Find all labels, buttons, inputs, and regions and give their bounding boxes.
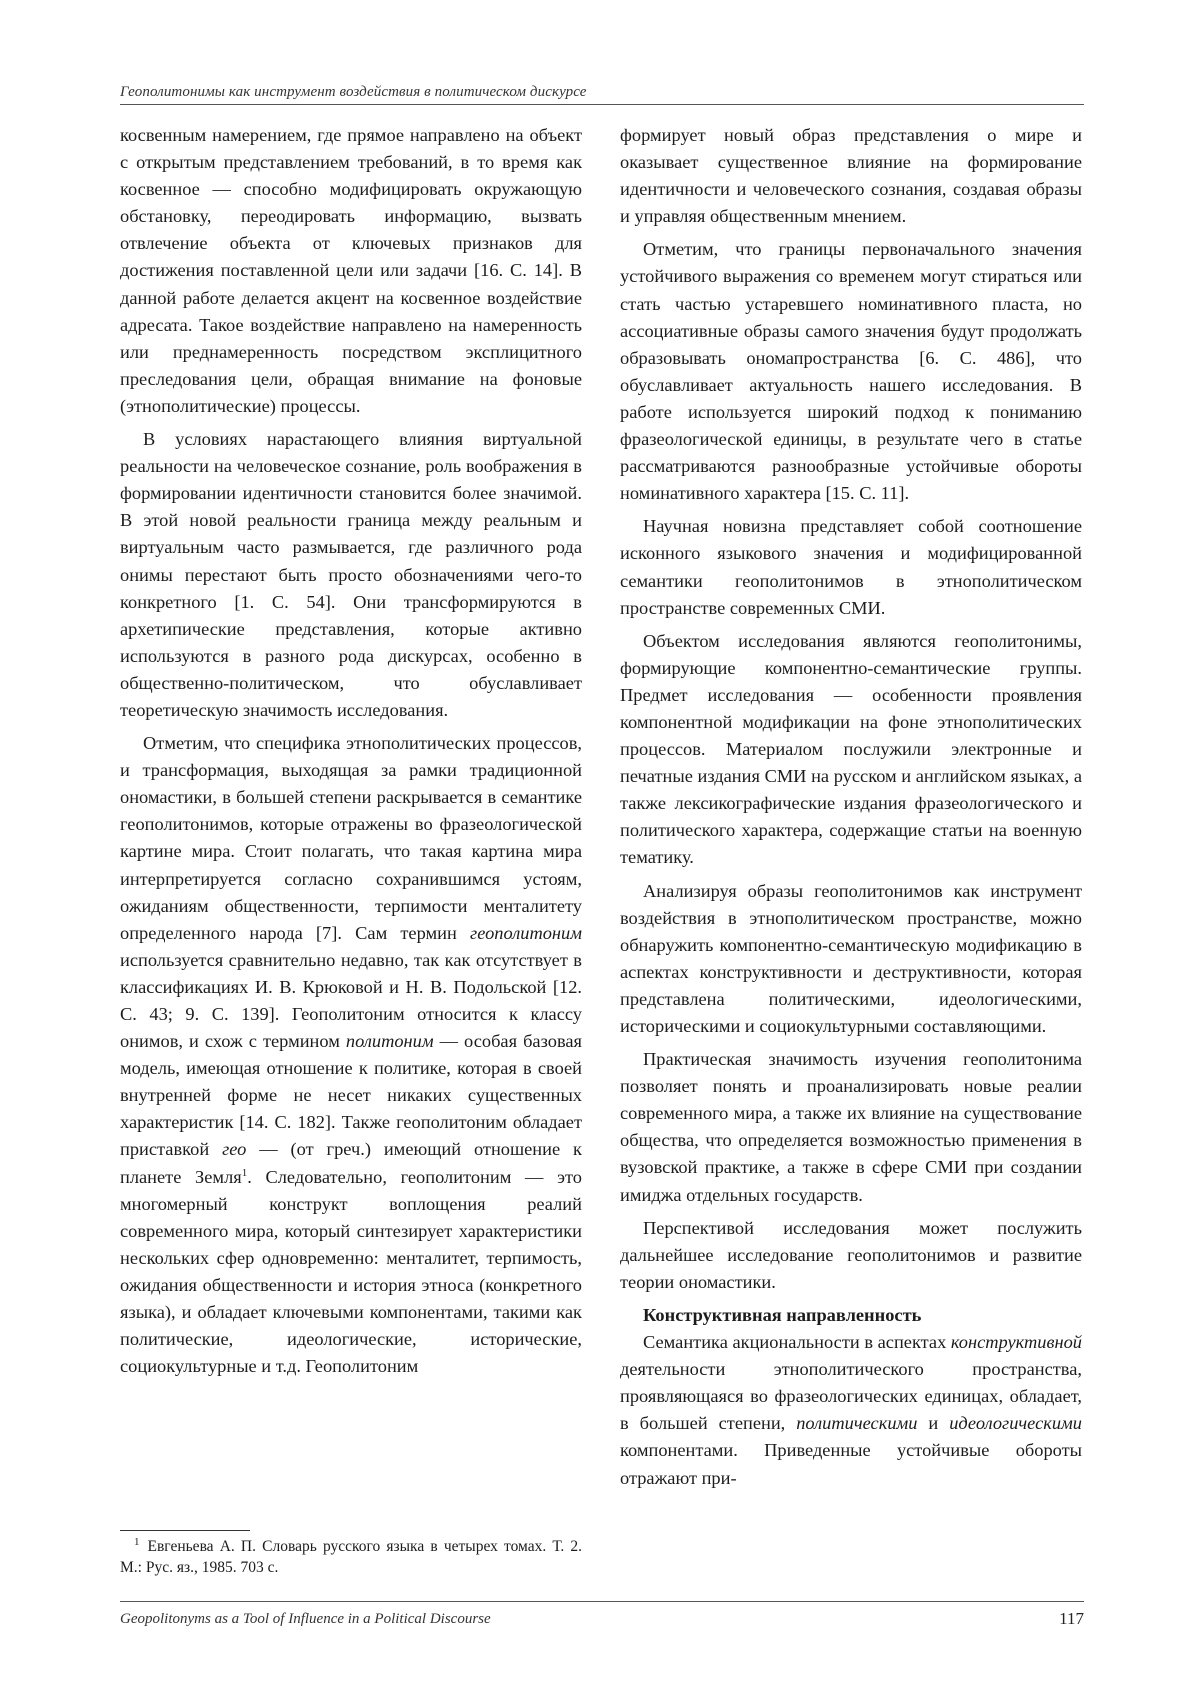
left-paragraph-3 <box>120 730 582 1380</box>
left-paragraph-1: косвенным намерением, где прямое направлено на объект с открытым представлением требований, в то время как косвенное — способно модифицировать окружающую обстановку, переодировать информацию, вызвать отвлечение объекта от ключевых признаков для достижения поставленной цели или задачи [16. С. 14]. В данной работе делается акцент на косвенное воздействие адресата. Такое воздействие направлено на намеренность или преднамеренность посредством эксплицитного преследования цели, обращая внимание на фоновые (этнополитические) процессы. <box>120 125 582 416</box>
footnote-mark: 1 <box>134 1535 140 1548</box>
right-paragraph-7: Перспективой исследования может послужить дальнейшее исследование геополитонимов и развитие теории ономастики. <box>620 1217 1082 1292</box>
footnote-text: Евгеньева А. П. Словарь русского языка в четырех томах. Т. 2. М.: Рус. яз., 1985. 703 с. <box>120 1538 582 1576</box>
text-run: используется сравнительно недавно, так как отсутствует в классификациях И. В. Крюковой и Н. В. Подольской [12. С. 43; 9. С. 139]. Геополитоним относится к классу онимов, и схож с термином <box>120 949 582 1052</box>
header-rule <box>120 104 1084 105</box>
right-paragraph-8 <box>620 1329 1082 1492</box>
text-run: — особая базовая модель, имеющая отношение к политике, которая в своей внутренней форме не несет никаких существенных характеристик [14. С. 182]. Также геополитоним обладает приставкой <box>120 1031 583 1160</box>
footnote <box>120 1536 582 1578</box>
right-paragraph-3: Научная новизна представляет собой соотношение исконного языкового значения и модифицированной семантики геополитонимов в этнополитическом пространстве современных СМИ. <box>620 516 1082 618</box>
right-column <box>620 122 1082 1498</box>
text-run: компонентами. Приведенные устойчивые обороты отражают при- <box>620 1440 1082 1488</box>
footer-title: Geopolitonyms as a Tool of Influence in a Political Discourse <box>120 1611 491 1627</box>
term-geo: гео <box>222 1139 247 1160</box>
footnote-rule <box>120 1530 250 1531</box>
section-heading: Конструктивная направленность <box>643 1304 922 1325</box>
term-constructive: конструктивной <box>950 1332 1082 1353</box>
running-head-title: Геополитонимы как инструмент воздействия в политическом дискурсе <box>120 84 587 100</box>
text-run: Отметим, что специфика этнополитических процессов, и трансформация, выходящая за рамки традиционной ономастики, в большей степени раскрывается в семантике геополитонимов, которые отражены во фразеологической картине мира. Стоит полагать, что такая картина мира интерпретируется согласно сохранившимся устоям, ожиданиям общественности, терпимости менталитету определенного народа [7]. Сам термин <box>120 733 582 943</box>
footnote-reference: 1 <box>241 1166 248 1179</box>
left-paragraph-2: В условиях нарастающего влияния виртуальной реальности на человеческое сознание, роль воображения в формировании идентичности становится более значимой. В этой новой реальности граница между реальным и виртуальным часто размывается, где различного рода онимы перестают быть просто обозначениями чего-то конкретного [1. С. 54]. Они трансформируются в архетипические представления, которые активно используются в разного рода дискурсах, особенно в общественно-политическом, что обуславливает теоретическую значимость исследования. <box>120 429 582 720</box>
term-ideological: идеологическими <box>949 1413 1082 1434</box>
term-politonym: политоним <box>345 1031 434 1052</box>
text-run: — (от греч.) имеющий отношение к планете Земля <box>120 1139 582 1187</box>
footer-rule <box>120 1601 1084 1602</box>
text-run: деятельности этнополитического пространства, проявляющаяся во фразеологических единицах, обладает, в большей степени, <box>620 1359 1082 1434</box>
right-paragraph-6: Практическая значимость изучения геополитонима позволяет понять и проанализировать новые реалии современного мира, а также их влияние на существование общества, что определяется возможностью применения в вузовской практике, а также в сфере СМИ при создании имиджа отдельных государств. <box>620 1049 1082 1205</box>
right-paragraph-1: формирует новый образ представления о мире и оказывает существенное влияние на формирование идентичности и человеческого сознания, создавая образы и управляя общественным мнением. <box>620 125 1082 227</box>
right-paragraph-4: Объектом исследования являются геополитонимы, формирующие компонентно-семантические группы. Предмет исследования — особенности проявления компонентной модификации на фоне этнополитических процессов. Материалом послужили электронные и печатные издания СМИ на русском и английском языках, а также лексикографические издания фразеологического и политического характера, содержащие статьи на военную тематику. <box>620 630 1082 868</box>
right-paragraph-5: Анализируя образы геополитонимов как инструмент воздействия в этнополитическом пространстве, можно обнаружить компонентно-семантическую модификацию в аспектах конструктивности и деструктивности, которая представлена политическими, идеологическими, историческими и социокультурными составляющими. <box>620 880 1082 1036</box>
text-run: . Следовательно, геополитоним — это многомерный конструкт воплощения реалий современного мира, который синтезирует характеристики нескольких сфер одновременно: менталитет, терпимость, ожидания общественности и история этноса (конкретного языка), и обладает ключевыми компонентами, такими как политические, идеологические, исторические, социокультурные и т.д. Геополитоним <box>120 1166 582 1377</box>
term-geopolitonym: геополитоним <box>470 922 582 943</box>
text-run: и <box>917 1413 950 1434</box>
text-run: Семантика акциональности в аспектах <box>643 1332 951 1353</box>
term-political: политическими <box>796 1413 918 1434</box>
left-column <box>120 122 582 1386</box>
page-number: 117 <box>1059 1609 1084 1628</box>
right-paragraph-2: Отметим, что границы первоначального значения устойчивого выражения со временем могут стираться или стать частью устаревшего номинативного пласта, но ассоциативные образы самого значения будут продолжать образовывать ономапространства [6. С. 486], что обуславливает актуальность нашего исследования. В работе используется широкий подход к пониманию фразеологической единицы, в результате чего в статье рассматриваются разнообразные устойчивые обороты номинативного характера [15. С. 11]. <box>620 239 1082 504</box>
